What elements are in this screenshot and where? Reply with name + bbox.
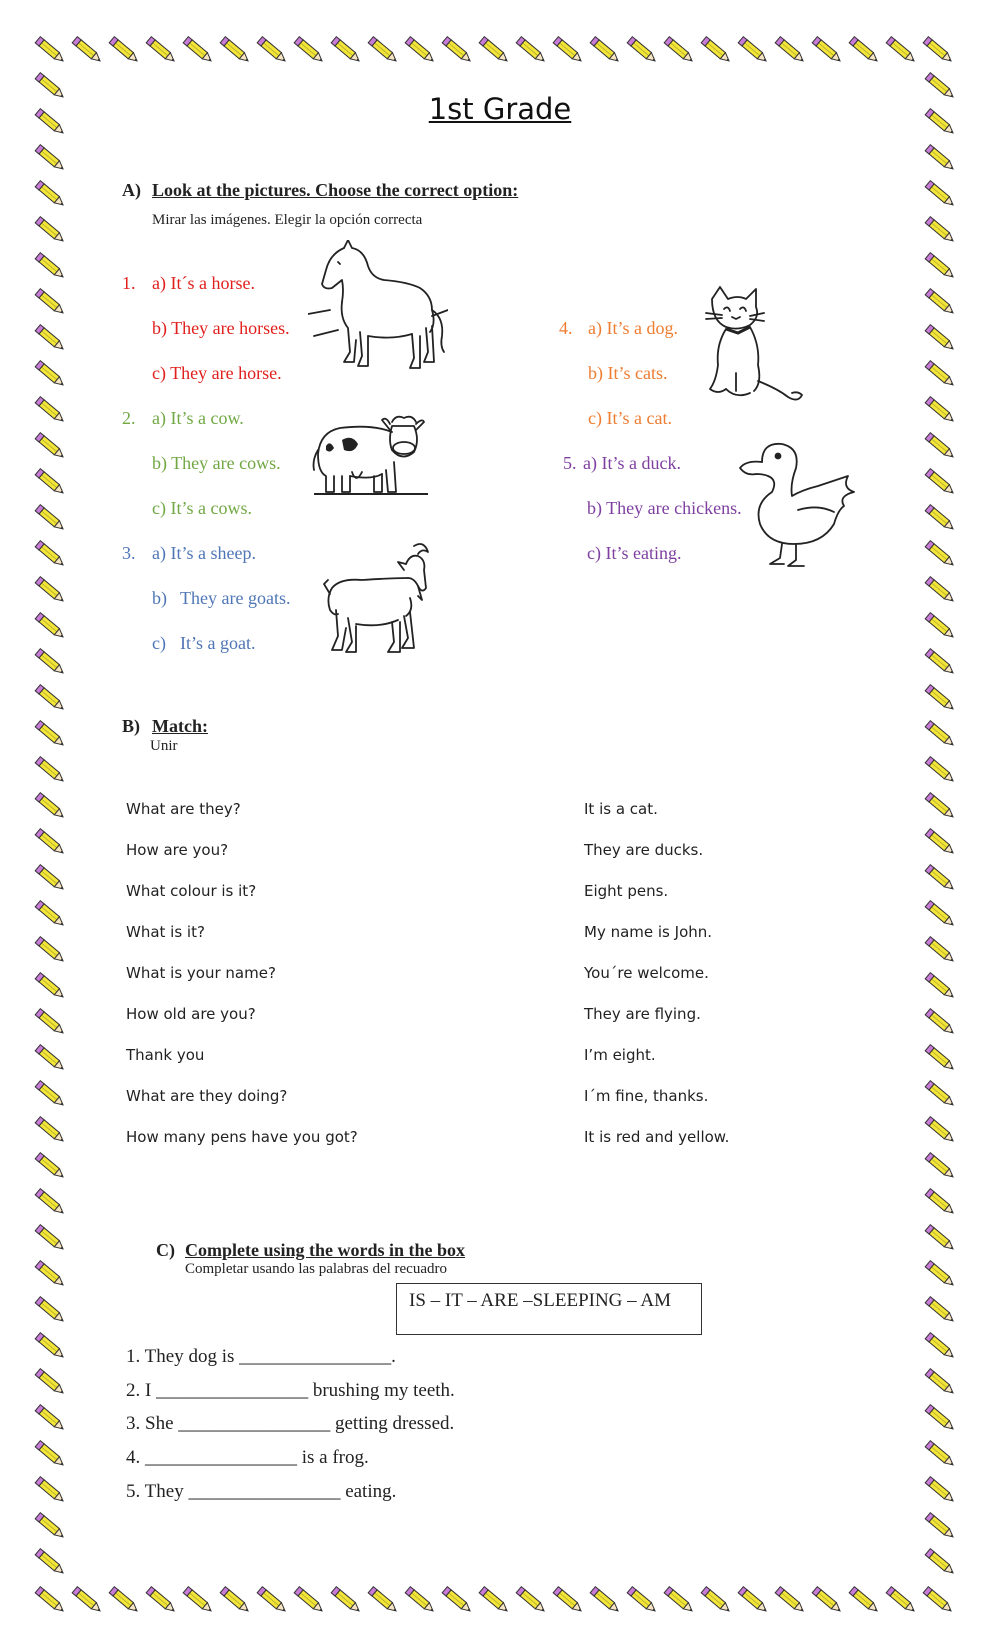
match-right-6[interactable]: They are flying. [584,1005,701,1023]
pencil-icon [331,37,361,64]
q3-option-b[interactable]: They are goats. [180,588,291,608]
pencil-icon [738,37,768,64]
match-left-6[interactable]: How old are you? [126,1005,256,1023]
fill-sentence-4[interactable]: 4. ________________ is a frog. [126,1447,369,1468]
pencil-icon [35,181,65,208]
pencil-icon [925,757,955,784]
section-b-heading: Match: [152,716,208,736]
pencil-icon [35,1441,65,1468]
pencil-icon [35,793,65,820]
pencil-icon [925,1369,955,1396]
pencil-icon [35,145,65,172]
goat-image [322,538,434,658]
pencil-icon [405,1587,435,1614]
pencil-icon [925,397,955,424]
pencil-icon [35,901,65,928]
pencil-icon [925,1261,955,1288]
pencil-icon [516,37,546,64]
pencil-icon [72,37,102,64]
pencil-icon [442,37,472,64]
fill-sentence-5[interactable]: 5. They ________________ eating. [126,1481,397,1502]
section-c-heading: Complete using the words in the box [185,1240,466,1260]
q1-option-b[interactable]: b) They are horses. [152,318,290,338]
pencil-icon [146,1587,176,1614]
pencil-icon [35,505,65,532]
pencil-icon [923,37,953,64]
pencil-icon [925,1009,955,1036]
pencil-icon [925,1477,955,1504]
pencil-icon [553,1587,583,1614]
pencil-icon [257,37,287,64]
pencil-icon [925,181,955,208]
duck-image [738,440,860,572]
pencil-icon [35,541,65,568]
pencil-icon [72,1587,102,1614]
pencil-icon [886,1587,916,1614]
pencil-icon [925,1297,955,1324]
q3-option-c[interactable]: It’s a goat. [180,633,256,653]
pencil-icon [35,1513,65,1540]
pencil-icon [35,37,65,64]
section-a-heading: Look at the pictures. Choose the correct option: [152,180,519,200]
pencil-icon [442,1587,472,1614]
q4-option-b[interactable]: b) It’s cats. [588,363,668,383]
pencil-icon [925,685,955,712]
pencil-icon [701,1587,731,1614]
pencil-icon [925,1117,955,1144]
pencil-icon [220,37,250,64]
pencil-icon [925,793,955,820]
pencil-icon [516,1587,546,1614]
q1-number: 1. [122,273,136,293]
match-right-5[interactable]: You´re welcome. [584,964,709,982]
match-left-8[interactable]: What are they doing? [126,1087,288,1105]
pencil-icon [925,973,955,1000]
pencil-icon [109,37,139,64]
pencil-icon [35,1081,65,1108]
pencil-icon [925,1225,955,1252]
pencil-icon [35,1297,65,1324]
pencil-icon [35,1189,65,1216]
pencil-icon [925,937,955,964]
pencil-icon [368,37,398,64]
pencil-icon [925,1549,955,1576]
pencil-icon [849,1587,879,1614]
pencil-icon [35,973,65,1000]
pencil-icon [35,433,65,460]
pencil-icon [627,1587,657,1614]
pencil-icon [35,865,65,892]
pencil-icon [925,865,955,892]
pencil-icon [35,829,65,856]
pencil-icon [368,1587,398,1614]
section-b-letter: B) [122,716,140,736]
pencil-icon [35,937,65,964]
q5-option-b[interactable]: b) They are chickens. [587,498,742,518]
section-c-subtitle: Completar usando las palabras del recuadro [185,1261,447,1277]
pencil-icon [590,37,620,64]
q5-option-a[interactable]: a) It’s a duck. [583,453,681,473]
pencil-icon [925,469,955,496]
pencil-icon [925,1513,955,1540]
match-left-2[interactable]: How are you? [126,841,229,859]
pencil-icon [35,649,65,676]
word-box: IS – IT – ARE –SLEEPING – AM [396,1283,702,1335]
pencil-icon [35,469,65,496]
pencil-icon [35,577,65,604]
pencil-icon [35,361,65,388]
pencil-icon [35,1405,65,1432]
pencil-icon [553,37,583,64]
pencil-icon [925,289,955,316]
pencil-icon [925,1441,955,1468]
q2-option-b[interactable]: b) They are cows. [152,453,281,473]
fill-sentence-1[interactable]: 1. They dog is ________________. [126,1346,396,1367]
pencil-icon [925,901,955,928]
pencil-icon [925,325,955,352]
pencil-icon [925,1405,955,1432]
pencil-icon [925,145,955,172]
cow-image [312,410,430,502]
pencil-icon [923,1587,953,1614]
page-title: 1st Grade [428,92,572,126]
pencil-icon [925,433,955,460]
pencil-icon [627,37,657,64]
match-right-4[interactable]: My name is John. [584,923,713,941]
pencil-icon [849,37,879,64]
pencil-icon [146,37,176,64]
match-right-2[interactable]: They are ducks. [584,841,704,859]
match-left-5[interactable]: What is your name? [126,964,276,982]
fill-sentence-3[interactable]: 3. She ________________ getting dressed. [126,1413,455,1434]
fill-sentence-2[interactable]: 2. I ________________ brushing my teeth. [126,1380,455,1401]
pencil-icon [925,541,955,568]
pencil-icon [35,1153,65,1180]
pencil-icon [35,1117,65,1144]
q5-option-c[interactable]: c) It’s eating. [587,543,682,563]
pencil-icon [775,37,805,64]
q3-number: 3. [122,543,136,563]
pencil-icon [925,577,955,604]
pencil-icon [35,613,65,640]
pencil-icon [925,649,955,676]
pencil-icon [479,37,509,64]
q2-option-c[interactable]: c) It’s a cows. [152,498,252,518]
pencil-icon [35,1477,65,1504]
pencil-icon [925,253,955,280]
match-left-3[interactable]: What colour is it? [126,882,257,900]
pencil-icon [35,217,65,244]
pencil-icon [35,1587,65,1614]
pencil-icon [925,1189,955,1216]
match-right-8[interactable]: I´m fine, thanks. [584,1087,709,1105]
pencil-icon [35,685,65,712]
pencil-icon [35,397,65,424]
pencil-icon [35,1549,65,1576]
q3-option-a[interactable]: a) It’s a sheep. [152,543,256,563]
pencil-icon [925,361,955,388]
pencil-icon [925,1333,955,1360]
pencil-icon [294,1587,324,1614]
q4-option-c[interactable]: c) It’s a cat. [588,408,672,428]
pencil-icon [35,1333,65,1360]
section-a-subtitle: Mirar las imágenes. Elegir la opción correcta [152,212,423,228]
pencil-icon [35,757,65,784]
pencil-icon [109,1587,139,1614]
pencil-icon [812,1587,842,1614]
pencil-icon [257,1587,287,1614]
pencil-icon [35,289,65,316]
pencil-icon [738,1587,768,1614]
pencil-icon [35,253,65,280]
pencil-icon [925,829,955,856]
pencil-icon [183,1587,213,1614]
match-right-3[interactable]: Eight pens. [584,882,669,900]
pencil-icon [35,325,65,352]
pencil-icon [35,1261,65,1288]
pencil-icon [220,1587,250,1614]
q1-option-a[interactable]: a) It´s a horse. [152,273,255,293]
section-c-letter: C) [156,1240,175,1260]
q4-option-a[interactable]: a) It’s a dog. [588,318,678,338]
pencil-icon [664,37,694,64]
pencil-icon [775,1587,805,1614]
match-right-7[interactable]: I’m eight. [584,1046,656,1064]
pencil-icon [925,721,955,748]
pencil-icon [925,1045,955,1072]
pencil-icon [925,505,955,532]
pencil-icon [294,37,324,64]
pencil-icon [405,37,435,64]
match-left-1[interactable]: What are they? [126,800,241,818]
pencil-icon [331,1587,361,1614]
q4-number: 4. [559,318,573,338]
q3-option-c-letter: c) [152,633,166,653]
q2-option-a[interactable]: a) It’s a cow. [152,408,244,428]
q3-option-b-letter: b) [152,588,167,608]
match-left-4[interactable]: What is it? [126,923,205,941]
match-right-1[interactable]: It is a cat. [584,800,658,818]
pencil-icon [701,37,731,64]
pencil-icon [925,1153,955,1180]
pencil-icon [183,37,213,64]
pencil-icon [35,1009,65,1036]
pencil-icon [664,1587,694,1614]
pencil-icon [35,1225,65,1252]
pencil-icon [812,37,842,64]
match-left-7[interactable]: Thank you [126,1046,205,1064]
pencil-icon [479,1587,509,1614]
horse-image [308,240,448,378]
pencil-icon [925,1081,955,1108]
pencil-icon [35,1369,65,1396]
section-b-subtitle: Unir [150,738,178,754]
match-left-9[interactable]: How many pens have you got? [126,1128,358,1146]
match-right-9[interactable]: It is red and yellow. [584,1128,730,1146]
q5-number: 5. [563,453,577,473]
pencil-icon [925,217,955,244]
q1-option-c[interactable]: c) They are horse. [152,363,282,383]
cat-image [702,285,804,407]
pencil-icon [35,721,65,748]
pencil-icon [590,1587,620,1614]
pencil-icon [35,1045,65,1072]
section-a-letter: A) [122,180,141,200]
pencil-icon [886,37,916,64]
q2-number: 2. [122,408,136,428]
pencil-icon [925,613,955,640]
